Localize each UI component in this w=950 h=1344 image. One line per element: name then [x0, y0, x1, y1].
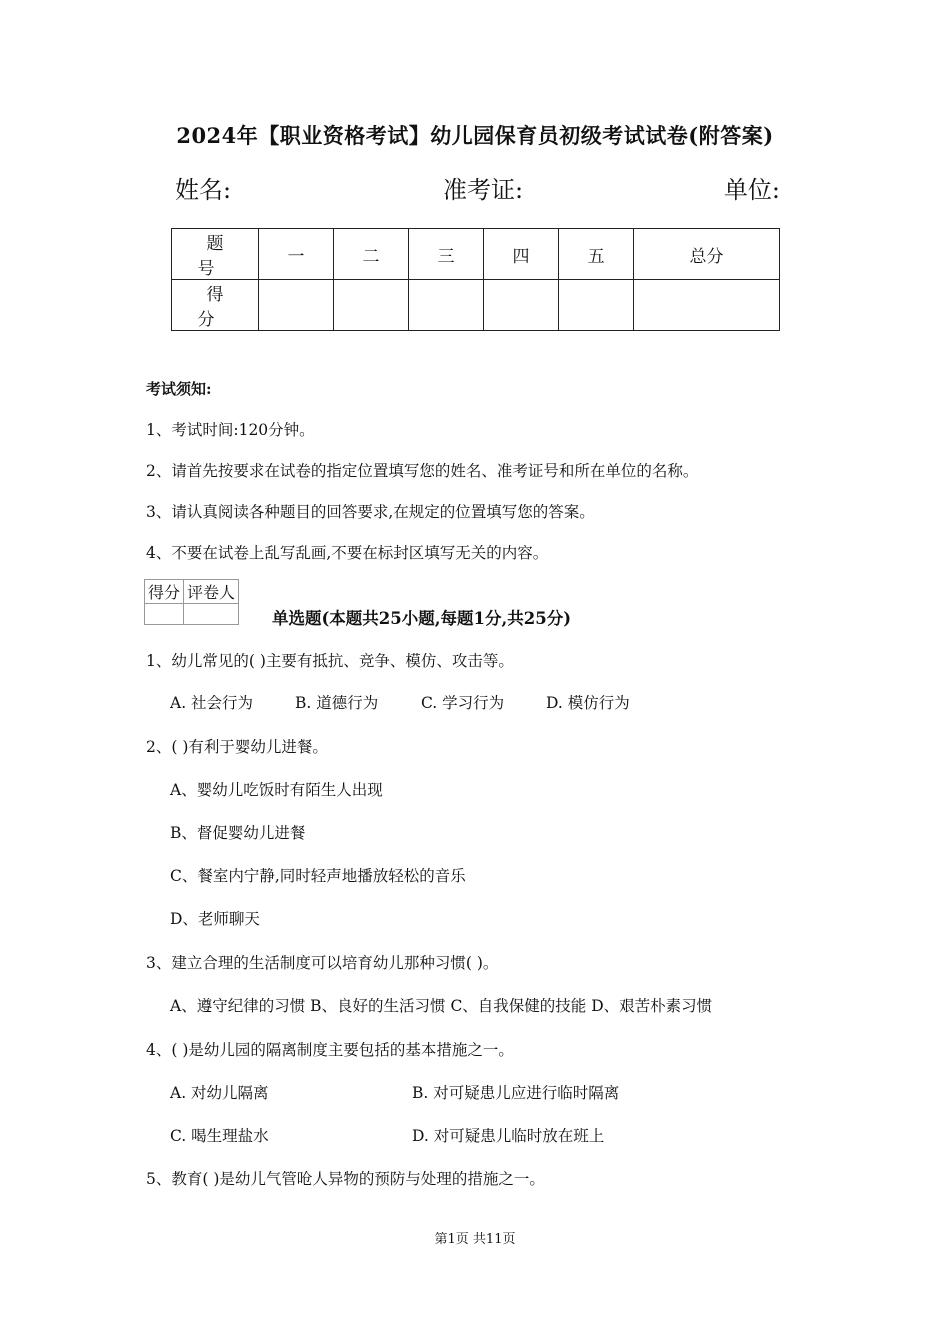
- grader-box: [144, 579, 239, 625]
- score-table: [171, 228, 780, 331]
- score-cell-2[interactable]: [334, 280, 409, 331]
- question-stem: 2、( )有利于婴幼儿进餐。: [146, 738, 328, 756]
- grader-reviewer-cell[interactable]: [184, 604, 239, 625]
- section-title: 单选题(本题共25小题,每题1分,共25分): [272, 609, 572, 628]
- score-cell-1[interactable]: [259, 280, 334, 331]
- score-header-4: 四: [484, 229, 559, 280]
- question-option[interactable]: D. 模仿行为: [546, 694, 630, 712]
- notice-item: 3、请认真阅读各种题目的回答要求,在规定的位置填写您的答案。: [146, 503, 595, 521]
- question-stem: 4、( )是幼儿园的隔离制度主要包括的基本措施之一。: [146, 1041, 514, 1059]
- notice-item: 4、不要在试卷上乱写乱画,不要在标封区填写无关的内容。: [146, 544, 549, 562]
- score-table-score-row: [172, 280, 780, 331]
- question-option[interactable]: D、老师聊天: [170, 910, 260, 928]
- notice-item: 2、请首先按要求在试卷的指定位置填写您的姓名、准考证号和所在单位的名称。: [146, 462, 699, 480]
- question-option[interactable]: A、遵守纪律的习惯 B、良好的生活习惯 C、自我保健的技能 D、艰苦朴素习惯: [170, 997, 713, 1015]
- question-option[interactable]: A. 社会行为: [170, 694, 254, 712]
- question-stem: 5、教育( )是幼儿气管呛人异物的预防与处理的措施之一。: [146, 1170, 545, 1188]
- score-row-label: 得 分: [172, 280, 259, 331]
- exam-number-label: 准考证:: [443, 176, 524, 204]
- question-option[interactable]: D. 对可疑患儿临时放在班上: [412, 1127, 605, 1145]
- score-cell-5[interactable]: [559, 280, 634, 331]
- question-option[interactable]: C. 喝生理盐水: [170, 1127, 269, 1145]
- question-stem: 3、建立合理的生活制度可以培育幼儿那种习惯( )。: [146, 954, 499, 972]
- grader-score-cell[interactable]: [145, 604, 184, 625]
- score-header-2: 二: [334, 229, 409, 280]
- score-cell-3[interactable]: [409, 280, 484, 331]
- question-option[interactable]: A. 对幼儿隔离: [170, 1084, 269, 1102]
- score-header-total: 总分: [634, 229, 780, 280]
- score-header-label: 题 号: [172, 229, 259, 280]
- unit-label: 单位:: [723, 176, 780, 204]
- question-option[interactable]: A、婴幼儿吃饭时有陌生人出现: [170, 781, 383, 799]
- question-stem: 1、幼儿常见的( )主要有抵抗、竞争、模仿、攻击等。: [146, 652, 514, 670]
- name-label: 姓名:: [175, 176, 232, 204]
- question-option[interactable]: C. 学习行为: [421, 694, 505, 712]
- score-header-3: 三: [409, 229, 484, 280]
- score-header-5: 五: [559, 229, 634, 280]
- grader-score-label: 得分: [145, 580, 184, 604]
- notice-heading: 考试须知:: [146, 380, 212, 398]
- score-table-header-row: [172, 229, 780, 280]
- page-footer: 第1页 共11页: [434, 1232, 516, 1247]
- score-header-1: 一: [259, 229, 334, 280]
- question-option[interactable]: B、督促婴幼儿进餐: [170, 824, 306, 842]
- score-cell-total[interactable]: [634, 280, 780, 331]
- notice-item: 1、考试时间:120分钟。: [146, 421, 315, 439]
- question-option[interactable]: B. 对可疑患儿应进行临时隔离: [412, 1084, 620, 1102]
- candidate-info-row: [175, 170, 780, 204]
- question-option[interactable]: C、餐室内宁静,同时轻声地播放轻松的音乐: [170, 867, 466, 885]
- score-cell-4[interactable]: [484, 280, 559, 331]
- page-title: 2024年【职业资格考试】幼儿园保育员初级考试试卷(附答案): [176, 123, 774, 148]
- question-option[interactable]: B. 道德行为: [295, 694, 379, 712]
- grader-reviewer-label: 评卷人: [184, 580, 239, 604]
